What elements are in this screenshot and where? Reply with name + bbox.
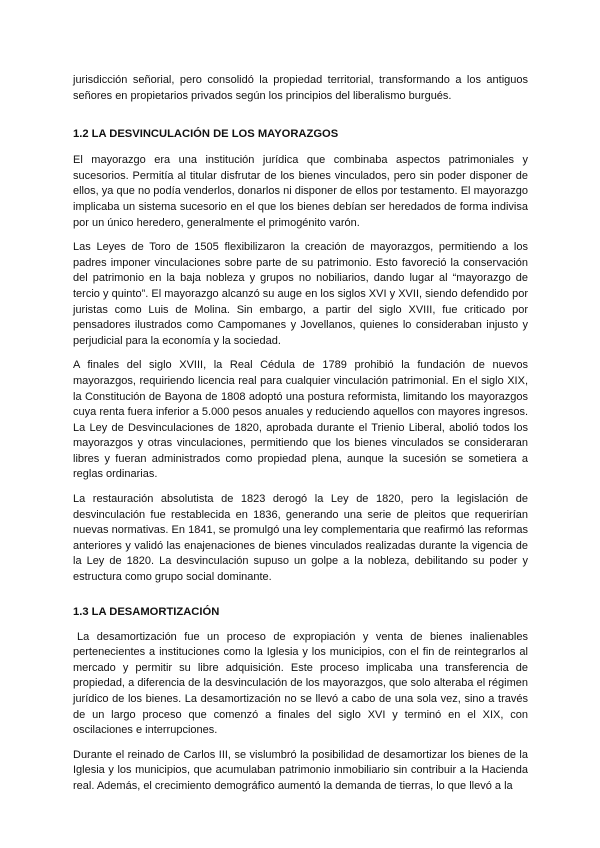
section-heading-mayorazgos: 1.2 LA DESVINCULACIÓN DE LOS MAYORAZGOS <box>73 128 339 141</box>
section-heading-desamortizacion: 1.3 LA DESAMORTIZACIÓN <box>73 605 220 618</box>
paragraph-leyes-de-toro: Las Leyes de Toro de 1505 flexibilizaron la creación de mayorazgos, permitiendo a los padres imponer vinculaciones sobre parte de su patrimonio. Esto favoreció la conservación del patrimonio en la baja nobleza y grupos no nobiliarios, dando lugar al “mayorazgo de tercio y quinto”. El mayorazgo alcanzó su auge en los siglos XVI y XVII, siendo defendido por juristas como Luis de Molina. Sin embargo, a partir del siglo XVIII, fue criticado por pensadores ilustrados como Campomanes y Jovellanos, quienes lo consideraban injusto y perjudicial para la economía y la sociedad. <box>73 241 528 347</box>
paragraph-real-cedula: A finales del siglo XVIII, la Real Cédula de 1789 prohibió la fundación de nuevos mayorazgos, requiriendo licencia real para cualquier vinculación patrimonial. En el siglo XIX, la Constitución de Bayona de 1808 adoptó una postura reformista, limitando los mayorazgos cuya renta fuera inferior a 5.000 pesos anuales y reduciendo aquellos con mayores ingresos. La Ley de Desvinculaciones de 1820, aprobada durante el Trienio Liberal, abolió todos los mayorazgos y otras vinculaciones, permitiendo que los bienes vinculados se consideraran libres y fueran administrados como propiedad plena, aunque la sucesión se sometiera a reglas ordinarias. <box>73 359 528 481</box>
paragraph-desamortizacion-definition: La desamortización fue un proceso de expropiación y venta de bienes inalienables pertenecientes a instituciones como la Iglesia y los municipios, con el fin de reintegrarlos al mercado y permitir su libre adquisición. Este proceso implicaba una transferencia de propiedad, a diferencia de la desvinculación de los mayorazgos, que solo alteraba el régimen jurídico de los bienes. La desamortización no se llevó a cabo de una sola vez, sino a través de un largo proceso que comenzó a finales del siglo XVI y terminó en el XIX, con oscilaciones e interrupciones. <box>73 630 528 737</box>
paragraph-mayorazgo-definition: El mayorazgo era una institución jurídica que combinaba aspectos patrimoniales y sucesorios. Permitía al titular disfrutar de los bienes vinculados, pero sin poder disponer de ellos, ya que no podía venderlos, donarlos ni disponer de ellos por testamento. El mayorazgo implicaba un sistema sucesorio en el que los bienes debían ser heredados de forma indivisa por un único heredero, generalmente el primogénito varón. <box>73 154 528 229</box>
paragraph-restauracion: La restauración absolutista de 1823 derogó la Ley de 1820, pero la legislación de desvinculación fue restablecida en 1836, generando una serie de pleitos que requerirían nuevas normativas. En 1841, se promulgó una ley complementaria que reafirmó las reformas anteriores y validó las enajenaciones de bienes vinculados realizadas durante la vigencia de la Ley de 1820. La desvinculación supuso un golpe a la nobleza, debilitando su poder y estructura como grupo social dominante. <box>73 493 528 584</box>
paragraph-carlos-iii: Durante el reinado de Carlos III, se vislumbró la posibilidad de desamortizar los bienes de la Iglesia y los municipios, que acumulaban patrimonio inmobiliario sin contribuir a la Hacienda real. Además, el crecimiento demográfico aumentó la demanda de tierras, lo que llevó a la <box>73 748 528 792</box>
intro-paragraph: jurisdicción señorial, pero consolidó la propiedad territorial, transformando a los antiguos señores en propietarios privados según los principios del liberalismo burgués. <box>73 74 528 102</box>
